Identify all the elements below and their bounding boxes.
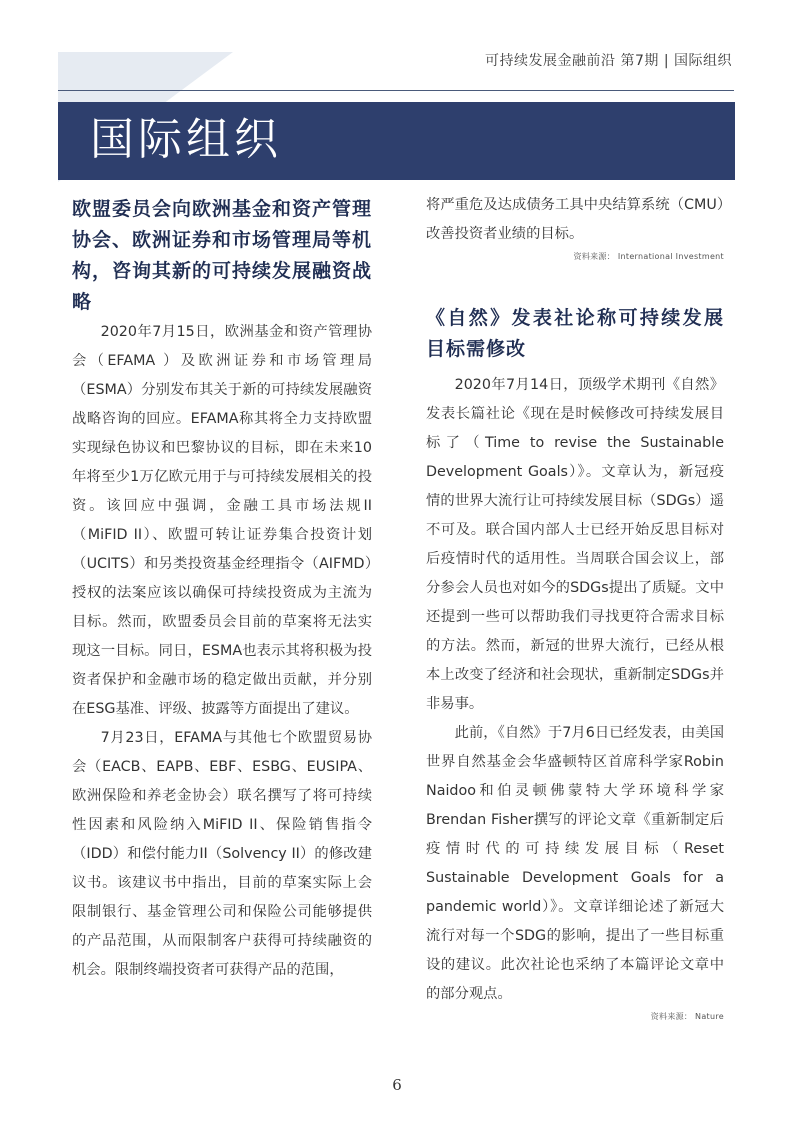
article-paragraph: 7月23日，EFAMA与其他七个欧盟贸易协会（EACB、EAPB、EBF、ESBG、EUSIPA、欧洲保险和养老金协会）联名撰写了将可持续性因素和风险纳入MiFID II、保险销售指令（IDD）和偿付能力II（Solvency II）的修改建议书。该建议书中指出，目前的草案实际上会限制银行、基金管理公司和保险公司能够提供的产品范围，从而限制客户获得可持续融资的机会。限制终端投资者可获得产品的范围，	[72, 730, 372, 978]
article-title: 欧盟委员会向欧洲基金和资产管理协会、欧洲证券和市场管理局等机构，咨询其新的可持续发展融资战略	[72, 198, 373, 313]
running-header: 可持续发展金融前沿 第7期 | 国际组织	[485, 53, 732, 69]
article-paragraph: 2020年7月15日，欧洲基金和资产管理协会（EFAMA ）及欧洲证券和市场管理局（ESMA）分别发布其关于新的可持续发展融资战略咨询的回应。EFAMA称其将全力支持欧盟实现绿色协议和巴黎协议的目标，即在未来10年将至少1万亿欧元用于与可持续发展相关的投资。该回应中强调，金融工具市场法规II（MiFID II）、欧盟可转让证券集合投资计划（UCITS）和另类投资基金经理指令（AIFMD）授权的法案应该以确保可持续投资成为主流为目标。然而，欧盟委员会目前的草案将无法实现这一目标。同日，ESMA也表示其将积极为投资者保护和金融市场的稳定做出贡献，并分别在ESG基准、评级、披露等方面提出了建议。	[72, 324, 372, 717]
source-note: 资料来源： Nature	[650, 1012, 724, 1021]
left-column	[72, 194, 372, 985]
section-banner	[58, 102, 735, 180]
spacer	[426, 265, 724, 303]
article-title: 《自然》发表社论称可持续发展目标需修改	[426, 307, 724, 360]
header-divider	[58, 90, 734, 91]
page-number: 6	[392, 1076, 402, 1094]
article-continuation: 将严重危及达成债务工具中央结算系统（CMU）改善投资者业绩的目标。	[426, 197, 724, 242]
article-paragraph: 2020年7月14日，顶级学术期刊《自然》发表长篇社论《现在是时候修改可持续发展目标了（Time to revise the Sustainable Development Goals）》。文章认为，新冠疫情的世界大流行让可持续发展目标（SDGs）遥不可及。联合国内部人士已经开始反思目标对后疫情时代的适用性。当周联合国会议上，部分参会人员也对如今的SDGs提出了质疑。文中还提到一些可以帮助我们寻找更符合需求目标的方法。然而，新冠的世界大流行，已经从根本上改变了经济和社会现状，重新制定SDGs并非易事。	[426, 377, 724, 712]
section-title: 国际组织	[90, 114, 282, 165]
source-note: 资料来源： International Investment	[573, 252, 724, 261]
article-paragraph: 此前，《自然》于7月6日已经发表，由美国世界自然基金会华盛顿特区首席科学家Robin Naidoo和伯灵顿佛蒙特大学环境科学家Brendan Fisher撰写的评论文章《重新制定后疫情时代的可持续发展目标（Reset Sustainable Development Goals for a pandemic world）》。文章详细论述了新冠大流行对每一个SDG的影响，提出了一些目标重设的建议。此次社论也采纳了本篇评论文章中的部分观点。	[426, 725, 724, 1002]
right-column	[426, 194, 724, 1025]
